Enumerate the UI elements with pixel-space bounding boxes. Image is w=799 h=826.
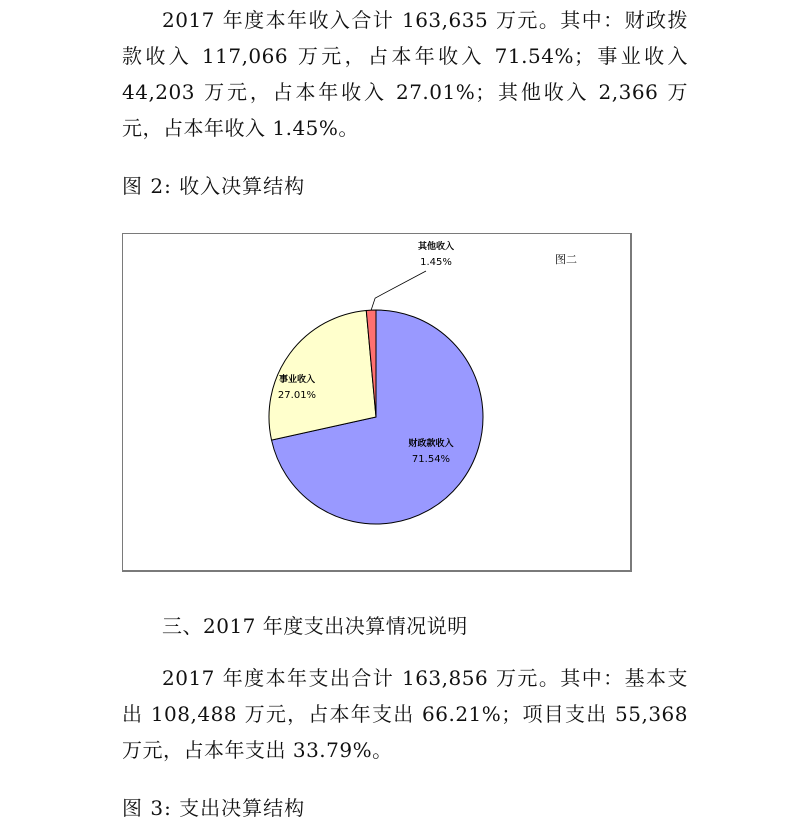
slice-name-label-3: 其他收入 [417,242,455,252]
leader-line-3 [371,271,426,310]
slice-percent-label-1: 71.54% [411,454,451,465]
pie-slices [269,310,483,524]
expenditure-summary-paragraph: 2017 年度本年支出合计 163,856 万元。其中：基本支出 108,488 万元，占本年支出 66.21%；项目支出 55,368 万元，占本年支出 33.79%。 [122,666,688,762]
section-3-heading: 三、2017 年度支出决算情况说明 [162,614,468,638]
figure-2-caption: 图 2: 收入决算结构 [122,174,306,198]
income-summary-paragraph: 2017 年度本年收入合计 163,635 万元。其中：财政拨款收入 117,066 万元，占本年收入 71.54%；事业收入 44,203 万元，占本年收入 27.01%；其他收入 2,366 万元，占本年收入 1.45%。 [122,8,688,140]
slice-name-label-2: 事业收入 [278,375,316,385]
income-structure-pie-chart [122,233,632,572]
slice-name-label-1: 财政款收入 [408,439,454,449]
chart-title: 图二 [555,253,577,266]
figure-3-caption: 图 3: 支出决算结构 [122,796,306,820]
pie-chart-canvas [123,234,630,570]
slice-percent-label-3: 1.45% [420,257,452,268]
slice-percent-label-2: 27.01% [277,390,317,401]
label-leader-lines [371,271,426,310]
